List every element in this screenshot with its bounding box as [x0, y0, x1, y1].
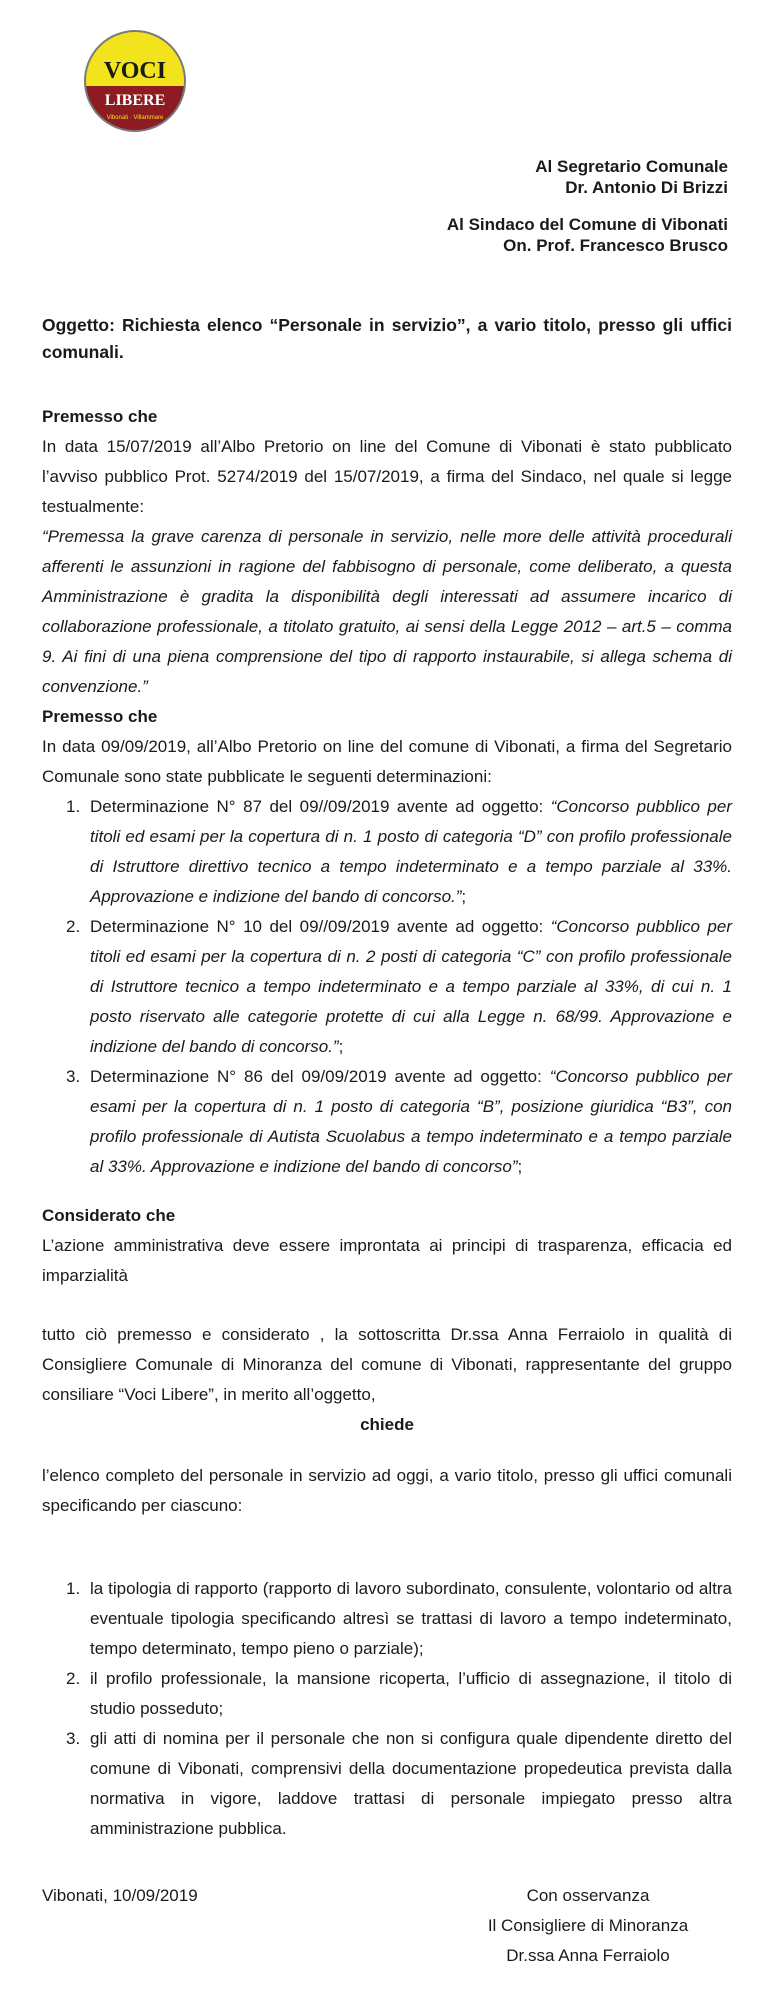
request-text: tutto ciò premesso e considerato , la sottoscritta Dr.ssa Anna Ferraiolo in qualità di Consigliere Comunale di Minoranza del comune di Vibonati, rappresentante del gruppo consiliare “Voci Libere”, in merito all’oggetto, — [42, 1325, 732, 1404]
list-item-text: il profilo professionale, la mansione ricoperta, l’ufficio di assegnazione, il titolo di studio posseduto; — [90, 1669, 732, 1718]
addressee-secretary-name: Dr. Antonio Di Brizzi — [565, 178, 728, 197]
list-item — [42, 1664, 732, 1724]
premises-section — [42, 402, 732, 1182]
addressee-secretary — [535, 156, 728, 198]
section1-quote: “Premessa la grave carenza di personale in servizio, nelle more delle attività procedurali afferenti le assunzioni in ragione del fabbisogno di personale, come deliberato, a questa Amministrazione è gradita la disponibilità degli interessati ad assumere incarico di collaborazione professionale, a titolato gratuito, ai sensi della Legge 2012 – art.5 – comma 9. Ai fini di una piena comprensione del tipo di rapporto instaurabile, si allega schema di convenzione.” — [42, 527, 732, 696]
list-item-text: la tipologia di rapporto (rapporto di lavoro subordinato, consulente, volontario od altra eventuale tipologia specificando altresì se trattasi di lavoro a tempo indeterminato, tempo determinato, tempo pieno o parziale); — [90, 1579, 732, 1658]
addressee-mayor-name: On. Prof. Francesco Brusco — [503, 236, 728, 255]
request-section — [42, 1320, 732, 1440]
determination-lead: Determinazione N° 86 del 09/09/2019 avente ad oggetto: — [90, 1067, 550, 1086]
section1-heading: Premesso che — [42, 407, 158, 426]
logo-text-voci: VOCI — [103, 58, 167, 84]
list-item — [42, 912, 732, 1062]
addressee-secretary-title: Al Segretario Comunale — [535, 157, 728, 176]
determinations-list — [42, 792, 732, 1182]
addressee-mayor-title: Al Sindaco del Comune di Vibonati — [446, 215, 728, 234]
list-item-number: 2. — [66, 917, 81, 936]
determination-title: “Concorso pubblico per esami per la copertura di n. 1 posto di categoria “B”, posizione giuridica “B3”, con profilo professionale di Autista Scuolabus a tempo indeterminato e a tempo parziale al 33%. Approvazione e indizione del bando di concorso” — [90, 1067, 732, 1176]
letter-subject: Oggetto: Richiesta elenco “Personale in servizio”, a vario titolo, presso gli uffici comunali. — [42, 315, 732, 362]
list-intro-text: l’elenco completo del personale in servizio ad oggi, a vario titolo, presso gli uffici comunali specificando per ciascuno: — [42, 1466, 732, 1515]
request-verb: chiede — [360, 1415, 414, 1434]
signature-block — [468, 1881, 708, 1971]
list-item-number: 1. — [66, 797, 81, 816]
signer-role: Il Consigliere di Minoranza — [487, 1916, 689, 1935]
place-date: Vibonati, 10/09/2019 — [42, 1886, 198, 1905]
closing-formula: Con osservanza — [526, 1886, 650, 1905]
determination-tail: ; — [461, 887, 467, 906]
determination-tail: ; — [338, 1037, 344, 1056]
logo-text-libere: LIBERE — [104, 92, 166, 109]
section3-text: L’azione amministrativa deve essere improntata ai principi di trasparenza, efficacia ed imparzialità — [42, 1236, 732, 1285]
determination-title: “Concorso pubblico per titoli ed esami per la copertura di n. 2 posti di categoria “C” con profilo professionale di Istruttore tecnico a tempo indeterminato e a tempo parziale al 33%, di cui n. 1 posto riservato alle categorie protette di cui alla Legge n. 68/99. Approvazione e indizione del bando di concorso.” — [90, 917, 732, 1056]
section2-heading: Premesso che — [42, 707, 158, 726]
considered-section — [42, 1201, 732, 1291]
determination-title: “Concorso pubblico per titoli ed esami per la copertura di n. 1 posto di categoria “D” con profilo professionale di Istruttore direttivo tecnico a tempo indeterminato e a tempo parziale al 33%. Approvazione e indizione del bando di concorso.” — [90, 797, 732, 906]
list-item-number: 1. — [66, 1579, 81, 1598]
requested-items-list — [42, 1574, 732, 1844]
list-item — [42, 792, 732, 912]
list-item — [42, 1724, 732, 1844]
list-item — [42, 1062, 732, 1182]
addressee-mayor — [447, 214, 728, 256]
list-intro — [42, 1461, 732, 1521]
list-item-number: 3. — [66, 1067, 81, 1086]
determination-lead: Determinazione N° 10 del 09//09/2019 avente ad oggetto: — [90, 917, 551, 936]
section2-text: In data 09/09/2019, all’Albo Pretorio on line del comune di Vibonati, a firma del Segretario Comunale sono state pubblicate le seguenti determinazioni: — [42, 737, 732, 786]
section1-text: In data 15/07/2019 all’Albo Pretorio on line del Comune di Vibonati è stato pubblicato l’avviso pubblico Prot. 5274/2019 del 15/07/2019, a firma del Sindaco, nel quale si legge testualmente: — [42, 437, 732, 516]
list-item-number: 2. — [66, 1669, 81, 1688]
list-item-text: gli atti di nomina per il personale che non si configura quale dipendente diretto del comune di Vibonati, comprensivi della documentazione propedeutica prevista dalla normativa in vigore, laddove trattasi di personale impiegato presso altra amministrazione pubblica. — [90, 1729, 732, 1838]
determination-tail: ; — [517, 1157, 523, 1176]
voci-libere-logo — [82, 28, 188, 134]
determination-lead: Determinazione N° 87 del 09//09/2019 avente ad oggetto: — [90, 797, 551, 816]
list-item — [42, 1574, 732, 1664]
section3-heading: Considerato che — [42, 1206, 176, 1225]
logo-tagline: Vibonati · Villammare — [106, 115, 164, 121]
requested-items — [42, 1574, 732, 1844]
list-item-number: 3. — [66, 1729, 81, 1748]
signer-name: Dr.ssa Anna Ferraiolo — [506, 1946, 670, 1965]
